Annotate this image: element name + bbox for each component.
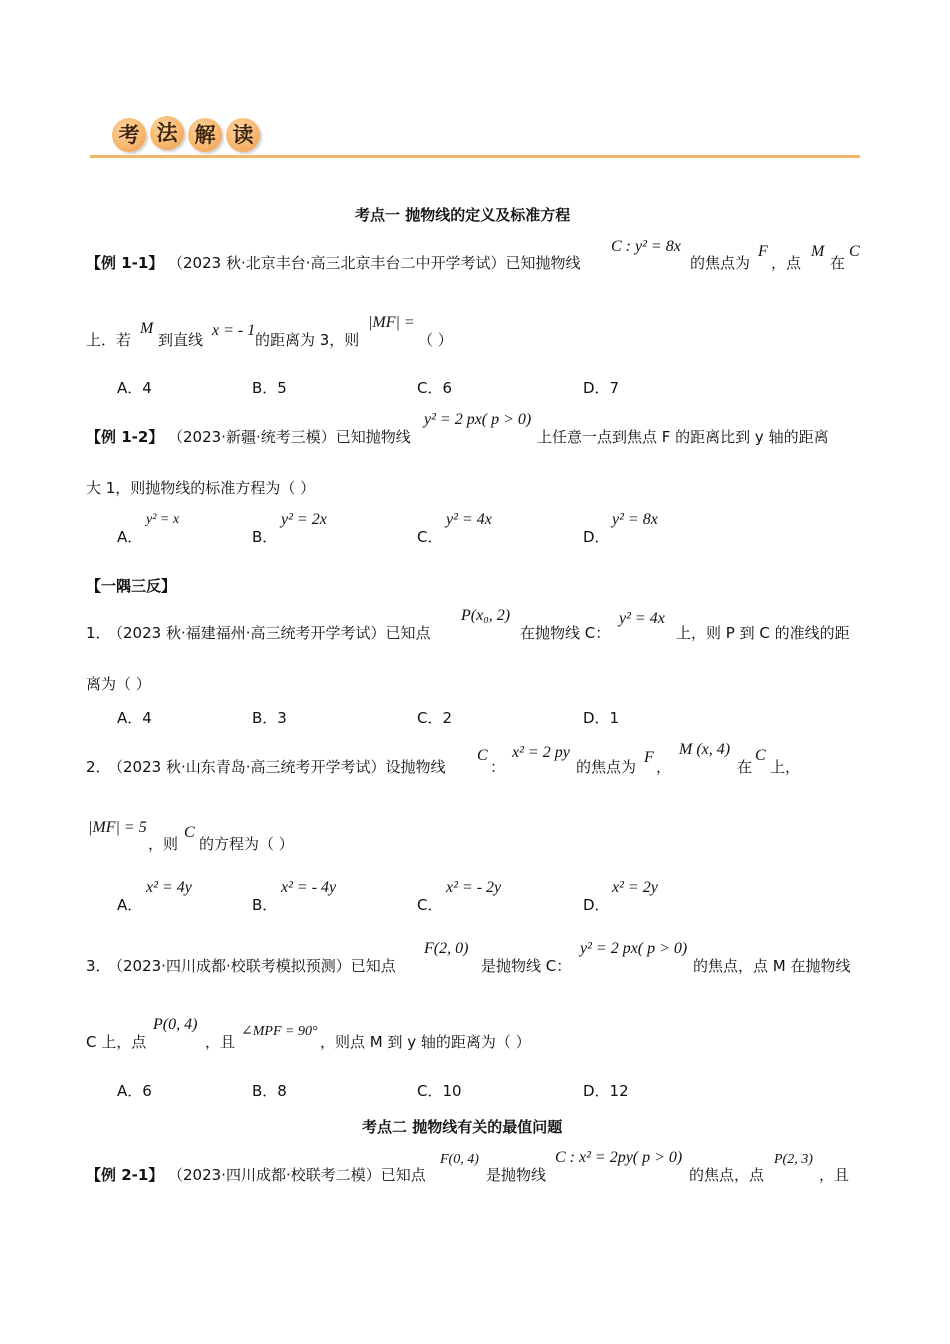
text: ，点 [771, 254, 802, 272]
question-number: 1． [86, 624, 111, 642]
distance-expression: |MF| = [368, 314, 415, 331]
example-tag: 【例 1-2】 [86, 428, 164, 446]
text: 在抛物线 C： [520, 624, 611, 642]
option-a-equation: x² = 4y [146, 879, 192, 896]
example-source: （2023·新疆·统考三模）已知抛物线 [168, 428, 411, 446]
text: C 上，点 [86, 1033, 147, 1051]
option-d: D．1 [583, 709, 620, 727]
text: 上， [770, 758, 801, 776]
text: 的焦点，点 [689, 1166, 765, 1184]
text: 是抛物线 [486, 1166, 547, 1184]
option-b: B．5 [252, 379, 287, 397]
example-tag: 【例 2-1】 [86, 1166, 164, 1184]
option-d-equation: y² = 8x [612, 511, 658, 528]
text: 是抛物线 C： [481, 957, 572, 975]
answer-paren: （ ） [418, 331, 453, 349]
option-b-equation: y² = 2x [281, 511, 327, 528]
option-a: A．4 [117, 709, 152, 727]
text: 的焦点，点 M 在抛物线 [693, 957, 851, 975]
option-b: B． [252, 528, 278, 546]
section-title-2: 考点二 抛物线有关的最值问题 [362, 1118, 563, 1136]
question-number: 2． [86, 758, 111, 776]
option-c: C．2 [417, 709, 453, 727]
focus-label: F [758, 243, 768, 260]
text: 在 [737, 758, 753, 776]
question-source: （2023 秋·山东青岛·高三统考开学考试）设抛物线 [108, 758, 446, 776]
curve-label: C [755, 747, 766, 764]
point-expression: M (x, 4) [679, 741, 731, 758]
angle-expression: ∠MPF = 90° [241, 1024, 318, 1039]
option-d: D．7 [583, 379, 620, 397]
text: 的方程为（ ） [199, 835, 294, 853]
option-a: A． [117, 528, 143, 546]
text: 上．若 [86, 331, 132, 349]
parabola-equation: y² = 2 px( p > 0) [424, 411, 532, 428]
text: 的焦点为 [576, 758, 637, 776]
option-d: D． [583, 528, 610, 546]
question-source: （2023·四川成都·校联考模拟预测）已知点 [108, 957, 396, 975]
example-tag: 【例 1-1】 [86, 254, 164, 272]
banner-char-3: 解 [188, 118, 222, 152]
option-b: B．3 [252, 709, 287, 727]
point-expression: F(2, 0) [424, 940, 469, 957]
option-c: C．6 [417, 379, 453, 397]
curve-label: C [477, 747, 488, 764]
text: ，且 [819, 1166, 850, 1184]
option-b-equation: x² = - 4y [281, 879, 337, 896]
text: 上任意一点到焦点 F 的距离比到 y 轴的距离 [537, 428, 829, 446]
question-number: 3． [86, 957, 111, 975]
option-d-equation: x² = 2y [612, 879, 658, 896]
parabola-equation: C : x² = 2py( p > 0) [555, 1149, 683, 1166]
question-source: （2023 秋·福建福州·高三统考开学考试）已知点 [108, 624, 431, 642]
section-title-1: 考点一 抛物线的定义及标准方程 [355, 206, 571, 224]
focus-label: F [644, 749, 654, 766]
point-label: M [811, 243, 825, 260]
practice-heading: 【一隅三反】 [86, 577, 177, 595]
line-equation: x = - 1 [212, 322, 256, 339]
example-source: （2023 秋·北京丰台·高三北京丰台二中开学考试）已知抛物线 [168, 254, 581, 272]
text: 在 [830, 254, 846, 272]
option-a: A．4 [117, 379, 152, 397]
curve-label: C [184, 824, 195, 841]
point-expression: P(2, 3) [774, 1152, 813, 1167]
text: ，且 [205, 1033, 236, 1051]
option-c-equation: y² = 4x [446, 511, 492, 528]
point-expression: P(x₀, 2) [461, 607, 511, 624]
banner-divider [90, 155, 860, 158]
text: 到直线 [158, 331, 204, 349]
text: 离为（ ） [86, 675, 151, 693]
option-c: C． [417, 896, 443, 914]
point-label: M [140, 320, 154, 337]
text: 的距离为 3，则 [255, 331, 360, 349]
parabola-equation: x² = 2 py [512, 744, 570, 761]
option-a: A． [117, 896, 143, 914]
point-expression: P(0, 4) [153, 1016, 198, 1033]
distance-expression: |MF| = 5 [88, 819, 147, 836]
option-c-equation: x² = - 2y [446, 879, 502, 896]
point-expression: F(0, 4) [440, 1152, 479, 1167]
banner-char-1: 考 [112, 118, 146, 152]
text: 的焦点为 [690, 254, 751, 272]
option-b: B． [252, 896, 278, 914]
text: ，则 [148, 835, 179, 853]
text: ， [656, 758, 672, 776]
option-c: C． [417, 528, 443, 546]
option-d: D．12 [583, 1082, 629, 1100]
parabola-equation: C : y² = 8x [611, 238, 681, 255]
option-d: D． [583, 896, 610, 914]
option-c: C．10 [417, 1082, 462, 1100]
banner-char-4: 读 [226, 118, 260, 152]
example-source: （2023·四川成都·校联考二模）已知点 [168, 1166, 426, 1184]
banner-char-2: 法 [150, 116, 184, 150]
option-b: B．8 [252, 1082, 287, 1100]
parabola-equation: y² = 2 px( p > 0) [580, 940, 688, 957]
text: ，则点 M 到 y 轴的距离为（ ） [320, 1033, 531, 1051]
curve-label: C [849, 243, 860, 260]
parabola-equation: y² = 4x [619, 610, 665, 627]
text: 上，则 P 到 C 的准线的距 [676, 624, 850, 642]
text: ： [490, 758, 506, 776]
option-a-equation: y² = x [146, 512, 180, 527]
option-a: A．6 [117, 1082, 152, 1100]
text: 大 1，则抛物线的标准方程为（ ） [86, 479, 316, 497]
